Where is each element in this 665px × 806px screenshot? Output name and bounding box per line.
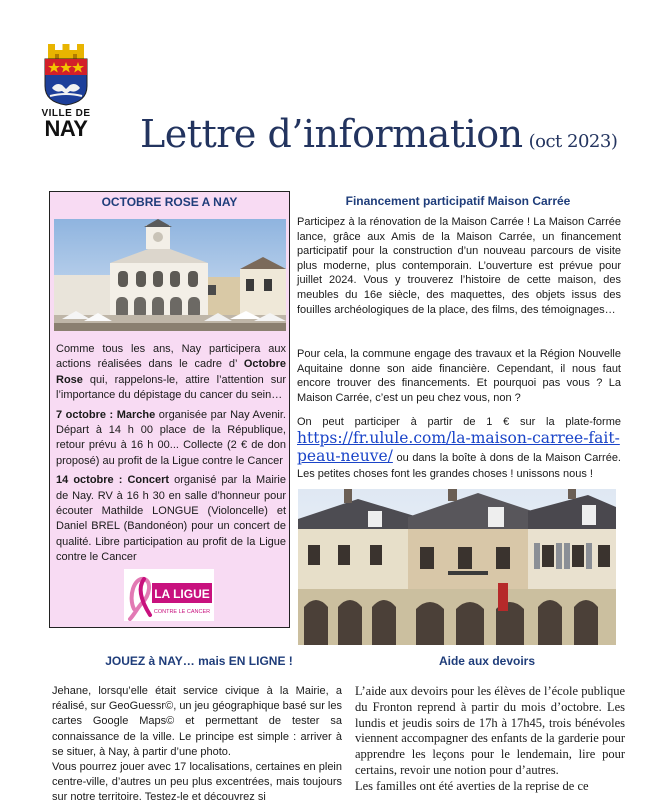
financement-text-3b: ou dans la boîte à dons de la Maison Carrée. Les petites choses font les grandes choses ! unissons nous ! (297, 452, 621, 480)
town-hall-photo (54, 219, 286, 331)
coat-of-arms-icon (44, 58, 88, 106)
concert-date: 14 octobre : Concert (56, 474, 170, 487)
jouez-paragraph-2: Vous pourrez jouer avec 17 localisations, certaines en plein centre-ville, d’autres un peu plus excentrées, mais toujours sur notre territoire. Testez-le et découvrez si (52, 761, 342, 804)
octobre-rose-heading: OCTOBRE ROSE A NAY (101, 195, 238, 209)
marche-text: organisée par Nay Avenir. Départ à 14 h 00 place de la République, retour prévu à 16 h 00... Collecte (2 € de don proposé) au profit de la Ligue contre le Cancer (56, 408, 286, 467)
ligue-logo-subtext: CONTRE LE CANCER (153, 609, 211, 615)
jouez-paragraph-1: Jehane, lorsqu’elle était service civique à la Mairie, a réalisé, sur GeoGuessr©, un jeu géographique basé sur les cartes Google Maps© et permettant de tester sa connaissance de la ville. Le principe est simple : arriver à se situer, à Nay, à partir d’une photo. (52, 685, 342, 758)
marche-date: 7 octobre : Marche (56, 408, 156, 421)
octobre-rose-intro (56, 342, 286, 404)
financement-text-1: Participez à la rénovation de la Maison Carrée ! La Maison Carrée lance, grâce aux Amis de la Maison Carrée, un financement participatif pour la construction d’un nouveau parcours de visite plus moderne, plus contemporain. L’ouverture est prévue pour juillet 2024. Vous y trouverez l’histoire de cette maison, des meubles du 16e siècle, des maquettes, des objets issus des fouilles archéologiques de la place, des films, des témoignages… (297, 216, 621, 316)
financement-paragraph-3 (297, 414, 621, 482)
intro-text-b: qui, rappelons-le, attire l’attention sur l’importance du dépistage du cancer du sein… (56, 373, 286, 402)
page-title (140, 112, 617, 156)
title-main: Lettre d’information (140, 112, 523, 156)
logo-text-ville-de: VILLE DE (41, 108, 91, 119)
ulule-link[interactable]: https://fr.ulule.com/la-maison-carree-fait-peau-neuve/ (297, 429, 620, 465)
aide-heading: Aide aux devoirs (438, 654, 536, 668)
octobre-rose-text (56, 342, 286, 570)
aide-paragraph-2: Les familles ont été averties de la reprise de ce (355, 778, 589, 793)
ligue-contre-le-cancer-logo (124, 569, 214, 621)
concert-paragraph (56, 473, 286, 565)
concert-text: organisé par la Mairie de Nay. RV à 16 h 30 en salle d’honneur pour écouter Mathilde LONGUE (Violoncelle) et Daniel BREL (Bandonéon) pour un concert de qualité. Libre participation au profit de la Ligue contre le Cancer (56, 474, 286, 564)
octobre-rose-box (49, 191, 290, 628)
intro-text-a: Comme tous les ans, Nay participera aux actions réalisées dans le cadre d’ (56, 343, 286, 371)
ligue-logo-text: LA LIGUE (154, 587, 210, 601)
aide-text (355, 684, 625, 795)
logo-text-nay: NAY (44, 116, 88, 141)
financement-paragraph-2 (297, 347, 621, 405)
financement-text-2: Pour cela, la commune engage des travaux et la Région Nouvelle Aquitaine donne son aide financière. Cependant, il nous faut encore trouver des financements. Et pourquoi pas vous ? La Maison Carrée, c’est un peu chez vous, non ? (297, 348, 621, 404)
title-date: (oct 2023) (528, 131, 618, 152)
financement-paragraph-1 (297, 215, 621, 317)
ville-de-nay-logo (40, 42, 92, 142)
jouez-heading: JOUEZ à NAY… mais EN LIGNE ! (105, 654, 293, 668)
maison-carree-photo (298, 489, 616, 645)
financement-heading: Financement participatif Maison Carrée (345, 194, 571, 208)
financement-text-3a: On peut participer à partir de 1 € sur la plate-forme (297, 416, 621, 428)
intro-bold: Octobre Rose (56, 358, 286, 386)
jouez-text (52, 684, 342, 806)
aide-paragraph-1: L’aide aux devoirs pour les élèves de l’école publique du Fronton reprend à partir du mois d’octobre. Les lundis et jeudis soirs de 17h à 17h45, trois bénévoles viennent accompagner des enfants de la garderie pour apprendre les leçons pour le lendemain, lire pour certains, revoir une notion pour d’autres. (355, 684, 625, 777)
marche-paragraph (56, 408, 286, 470)
